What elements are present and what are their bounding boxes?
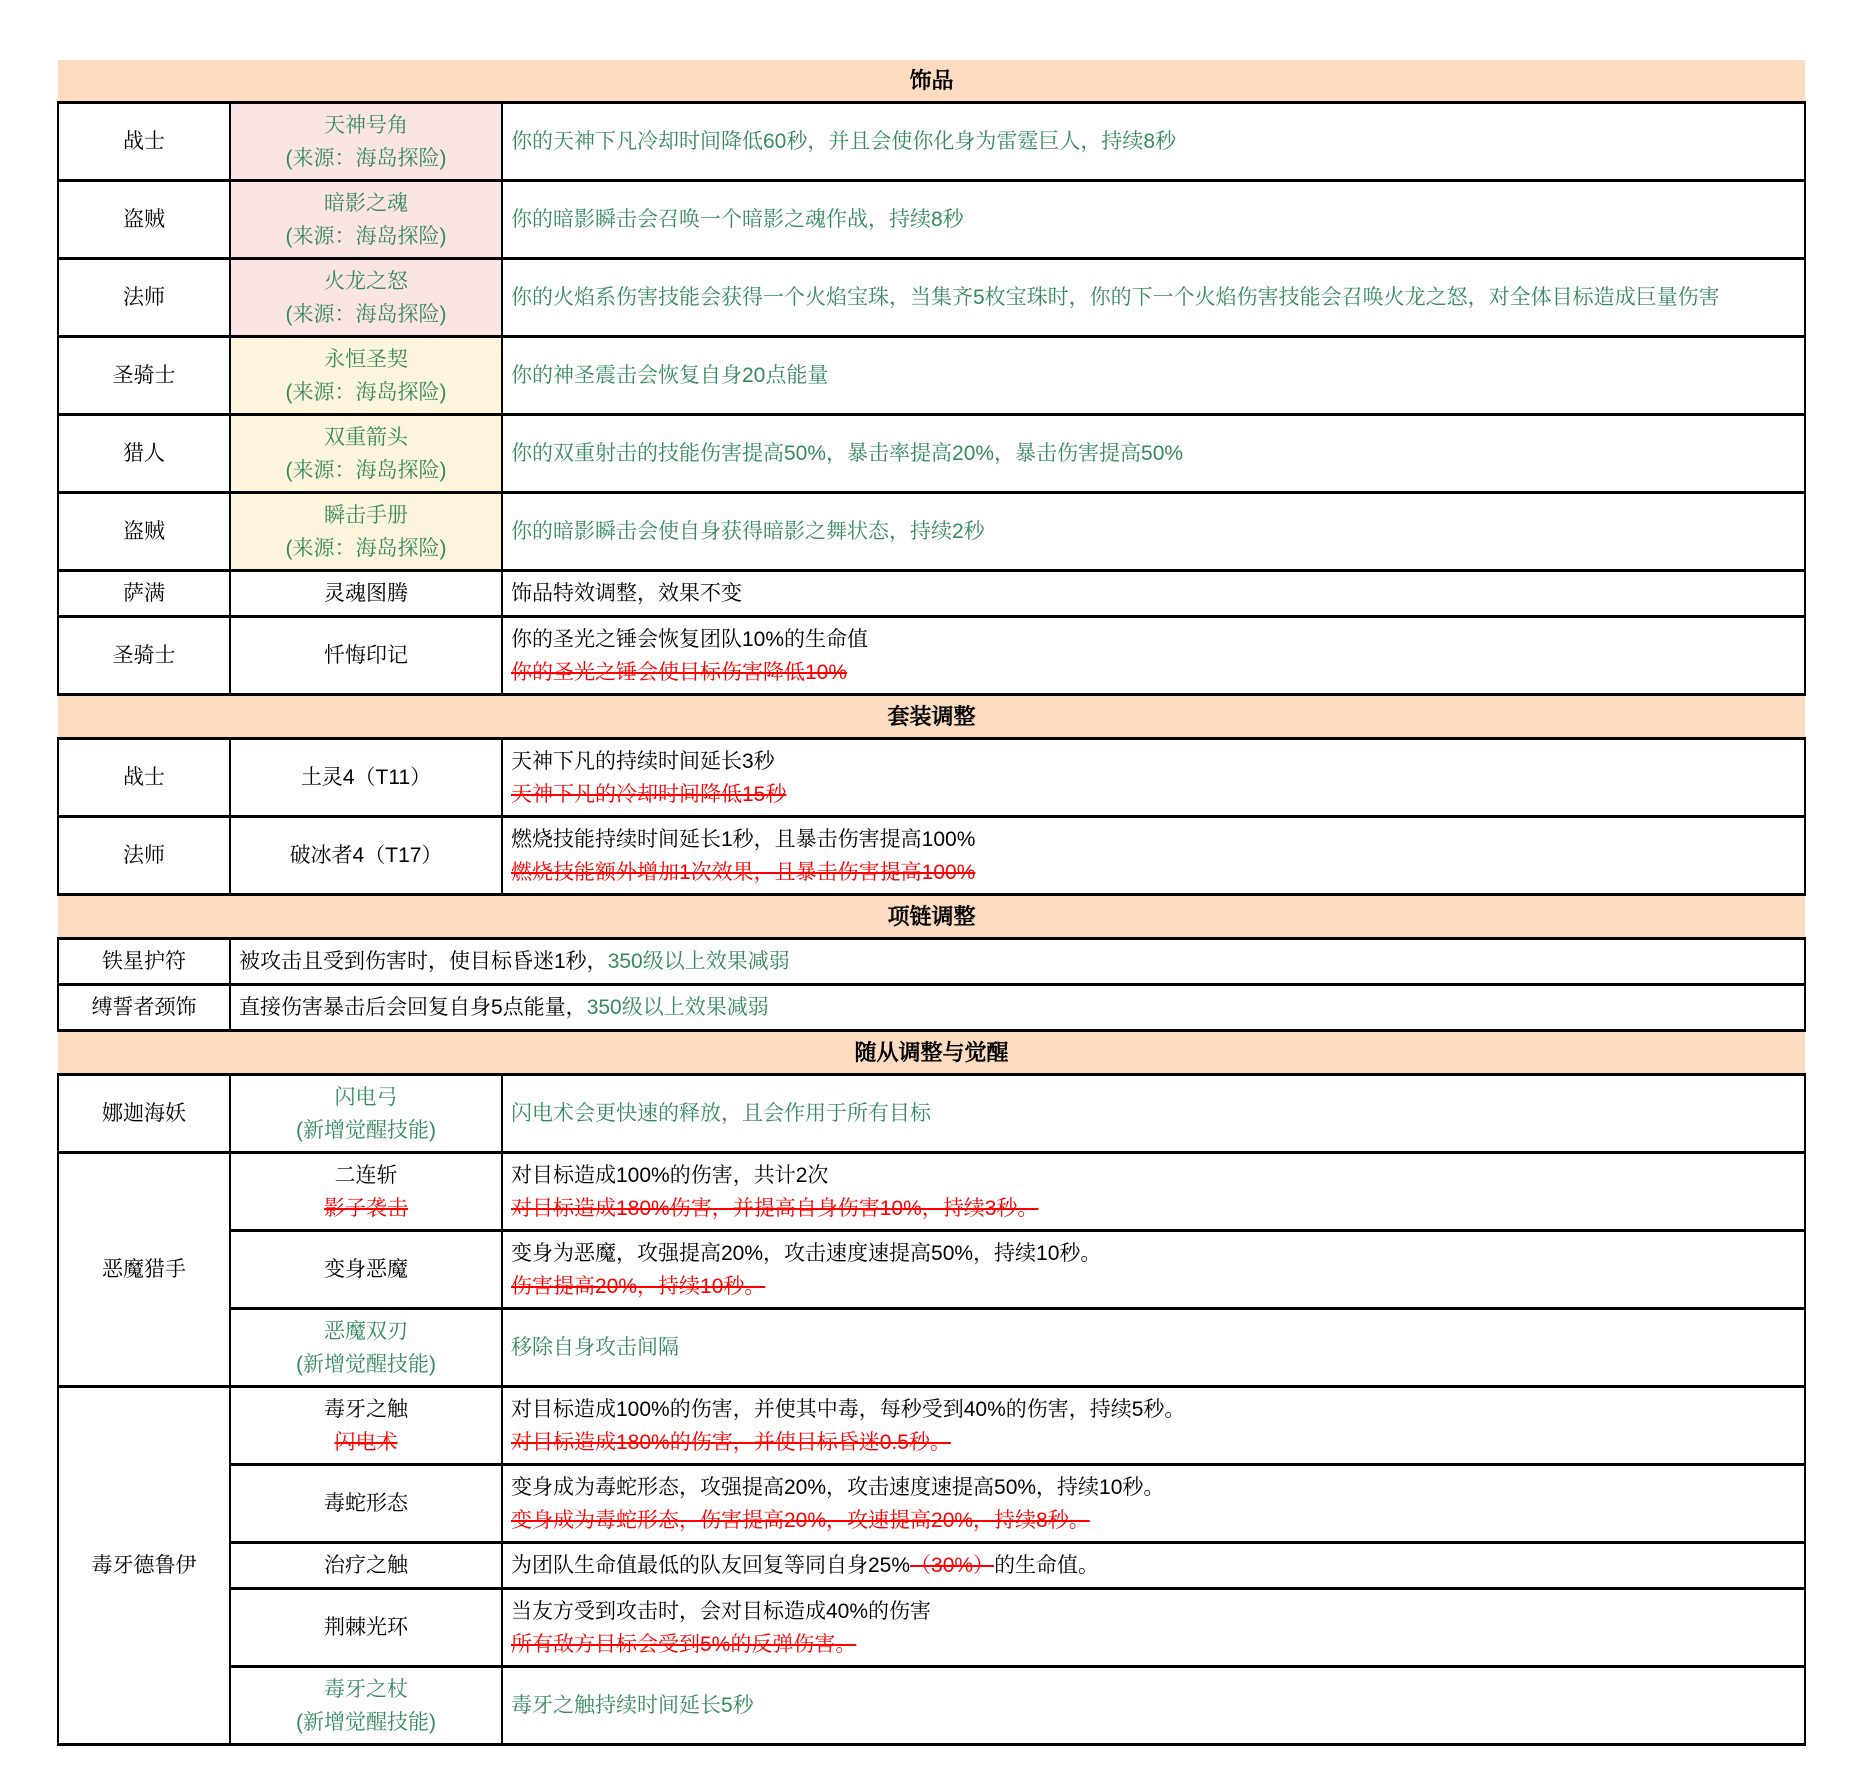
- text-line: [239, 1426, 493, 1459]
- patch-notes-table: [57, 60, 1806, 1746]
- text-line: [511, 1471, 1796, 1504]
- section-header: 套装调整: [58, 695, 1805, 739]
- effect-text: 对目标造成100%的伤害，并使其中毒，每秒受到40%的伤害，持续5秒。: [511, 1397, 1186, 1421]
- row-label-cell: 毒牙德鲁伊: [58, 1387, 230, 1745]
- new-effect-text: 瞬击手册: [324, 503, 408, 527]
- text-line: [239, 1192, 493, 1225]
- effect-text: 天神下凡的持续时间延长3秒: [511, 749, 775, 773]
- text-line: [239, 109, 493, 142]
- new-effect-text: (新增觉醒技能): [296, 1710, 436, 1734]
- description-cell: [502, 337, 1805, 415]
- row-label-cell: 盗贼: [58, 493, 230, 571]
- text-line: [511, 281, 1796, 314]
- new-effect-text: 350级以上效果减弱: [607, 950, 790, 973]
- description-cell: [502, 1075, 1805, 1153]
- new-effect-text: 闪电弓: [334, 1085, 398, 1109]
- text-line: [511, 203, 1796, 236]
- text-line: [239, 187, 493, 220]
- new-effect-text: 天神号角: [324, 113, 408, 137]
- effect-text: 毒蛇形态: [324, 1492, 408, 1515]
- text-line: [511, 745, 1796, 778]
- new-effect-text: 你的双重射击的技能伤害提高50%，暴击率提高20%，暴击伤害提高50%: [511, 442, 1184, 465]
- text-line: [511, 1159, 1796, 1192]
- text-line: [511, 1595, 1796, 1628]
- effect-text: 毒牙之触: [324, 1397, 408, 1421]
- removed-text: 对目标造成180%的伤害，并使目标昏迷0.5秒。: [511, 1430, 951, 1454]
- text-line: [239, 532, 493, 565]
- new-effect-text: 毒牙之触持续时间延长5秒: [511, 1694, 754, 1717]
- effect-text: 荆棘光环: [324, 1616, 408, 1639]
- new-effect-text: 你的火焰系伤害技能会获得一个火焰宝珠，当集齐5枚宝珠时，你的下一个火焰伤害技能会召唤火龙之怒，对全体目标造成巨量伤害: [511, 286, 1720, 309]
- table-row: [58, 1543, 1805, 1589]
- text-line: [239, 839, 493, 872]
- item-name-cell: [230, 1075, 502, 1153]
- item-name-cell: [230, 493, 502, 571]
- text-line: [511, 1426, 1796, 1459]
- removed-text: （30%）: [910, 1554, 995, 1577]
- effect-text: 变身成为毒蛇形态，攻强提高20%，攻击速度速提高50%，持续10秒。: [511, 1475, 1165, 1499]
- new-effect-text: 闪电术会更快速的释放，且会作用于所有目标: [511, 1102, 931, 1125]
- effect-text: 饰品特效调整，效果不变: [511, 582, 742, 605]
- new-effect-text: 双重箭头: [324, 425, 408, 449]
- new-effect-text: (来源：海岛探险): [285, 536, 447, 560]
- text-line: [239, 991, 1796, 1024]
- removed-text: 所有敌方目标会受到5%的反弹伤害。: [511, 1632, 857, 1656]
- removed-text: 伤害提高20%，持续10秒。: [511, 1274, 766, 1298]
- item-name-cell: [230, 817, 502, 895]
- description-cell: [502, 415, 1805, 493]
- section-header: 随从调整与觉醒: [58, 1031, 1805, 1075]
- text-line: [239, 577, 493, 610]
- text-line: [239, 1348, 493, 1381]
- item-name-cell: [230, 103, 502, 181]
- text-line: [511, 1393, 1796, 1426]
- row-label-cell: 盗贼: [58, 181, 230, 259]
- table-row: [58, 103, 1805, 181]
- new-effect-text: (来源：海岛探险): [285, 458, 447, 482]
- text-line: [511, 1097, 1796, 1130]
- effect-text: 破冰者4（T17）: [289, 844, 443, 867]
- new-effect-text: 移除自身攻击间隔: [511, 1336, 679, 1359]
- table-row: [58, 985, 1805, 1031]
- row-label-cell: 恶魔猎手: [58, 1153, 230, 1387]
- table-row: [58, 337, 1805, 415]
- text-line: [239, 1315, 493, 1348]
- text-line: [511, 1504, 1796, 1537]
- item-name-cell: [230, 1231, 502, 1309]
- text-line: [511, 778, 1796, 811]
- removed-text: 对目标造成180%伤害，并提高自身伤害10%，持续3秒。: [511, 1196, 1039, 1220]
- description-cell: [502, 1231, 1805, 1309]
- new-effect-text: 你的天神下凡冷却时间降低60秒，并且会使你化身为雷霆巨人，持续8秒: [511, 130, 1177, 153]
- description-cell: [502, 493, 1805, 571]
- effect-text: 当友方受到攻击时，会对目标造成40%的伤害: [511, 1599, 932, 1623]
- patch-table-body: [58, 60, 1805, 1745]
- row-label-cell: 娜迦海妖: [58, 1075, 230, 1153]
- item-name-cell: [230, 1153, 502, 1231]
- item-name-cell: [230, 1387, 502, 1465]
- item-name-cell: [230, 337, 502, 415]
- text-line: [239, 298, 493, 331]
- text-line: [511, 856, 1796, 889]
- new-effect-text: 你的暗影瞬击会召唤一个暗影之魂作战，持续8秒: [511, 208, 964, 231]
- effect-text: 忏悔印记: [324, 644, 408, 667]
- text-line: [239, 1549, 493, 1582]
- table-row: [58, 1075, 1805, 1153]
- row-label-cell: 萨满: [58, 571, 230, 617]
- section-row: [58, 695, 1805, 739]
- row-label-cell: 战士: [58, 739, 230, 817]
- text-line: [239, 142, 493, 175]
- item-name-cell: [230, 1667, 502, 1745]
- effect-text: 你的圣光之锤会恢复团队10%的生命值: [511, 627, 869, 651]
- row-label-cell: 圣骑士: [58, 617, 230, 695]
- table-row: [58, 1387, 1805, 1465]
- section-header: 项链调整: [58, 895, 1805, 939]
- new-effect-text: 你的暗影瞬击会使自身获得暗影之舞状态，持续2秒: [511, 520, 985, 543]
- effect-text: 治疗之触: [324, 1554, 408, 1577]
- text-line: [511, 1192, 1796, 1225]
- new-effect-text: 火龙之怒: [324, 269, 408, 293]
- text-line: [511, 1331, 1796, 1364]
- table-row: [58, 1465, 1805, 1543]
- text-line: [239, 343, 493, 376]
- new-effect-text: (新增觉醒技能): [296, 1352, 436, 1376]
- table-row: [58, 739, 1805, 817]
- row-label-cell: 法师: [58, 259, 230, 337]
- new-effect-text: (来源：海岛探险): [285, 302, 447, 326]
- effect-text: 直接伤害暴击后会回复自身5点能量，: [239, 996, 587, 1019]
- text-line: [511, 1628, 1796, 1661]
- text-line: [239, 1673, 493, 1706]
- table-row: [58, 1153, 1805, 1231]
- item-name-cell: [230, 181, 502, 259]
- item-name-cell: [230, 617, 502, 695]
- new-effect-text: (来源：海岛探险): [285, 146, 447, 170]
- item-name-cell: [230, 1543, 502, 1589]
- description-cell: [502, 1153, 1805, 1231]
- new-effect-text: (来源：海岛探险): [285, 380, 447, 404]
- text-line: [511, 1689, 1796, 1722]
- table-row: [58, 1667, 1805, 1745]
- table-row: [58, 817, 1805, 895]
- effect-text: 土灵4（T11）: [300, 766, 432, 789]
- new-effect-text: 恶魔双刃: [324, 1319, 408, 1343]
- table-row: [58, 259, 1805, 337]
- description-cell: [502, 617, 1805, 695]
- new-effect-text: 永恒圣契: [324, 347, 408, 371]
- text-line: [239, 220, 493, 253]
- text-line: [239, 945, 1796, 978]
- new-effect-text: 350级以上效果减弱: [586, 996, 769, 1019]
- item-name-cell: [230, 1465, 502, 1543]
- removed-text: 燃烧技能额外增加1次效果，且暴击伤害提高100%: [511, 860, 976, 884]
- row-label-cell: 缚誓者颈饰: [58, 985, 230, 1031]
- text-line: [511, 359, 1796, 392]
- description-cell: [502, 1667, 1805, 1745]
- description-cell: [502, 1543, 1805, 1589]
- new-effect-text: 毒牙之杖: [324, 1677, 408, 1701]
- text-line: [239, 376, 493, 409]
- row-label-cell: 战士: [58, 103, 230, 181]
- removed-text: 影子袭击: [324, 1196, 408, 1220]
- text-line: [511, 623, 1796, 656]
- table-row: [58, 1309, 1805, 1387]
- text-line: [239, 1159, 493, 1192]
- description-cell: [502, 1387, 1805, 1465]
- row-label-cell: 圣骑士: [58, 337, 230, 415]
- text-line: [239, 421, 493, 454]
- text-line: [511, 1270, 1796, 1303]
- description-cell: [502, 817, 1805, 895]
- text-line: [239, 454, 493, 487]
- section-header: 饰品: [58, 60, 1805, 103]
- removed-text: 天神下凡的冷却时间降低15秒: [511, 782, 787, 806]
- effect-text: 变身恶魔: [324, 1258, 408, 1281]
- effect-text: 灵魂图腾: [324, 582, 408, 605]
- section-row: [58, 895, 1805, 939]
- table-row: [58, 415, 1805, 493]
- text-line: [511, 515, 1796, 548]
- new-effect-text: (新增觉醒技能): [296, 1118, 436, 1142]
- text-line: [511, 823, 1796, 856]
- section-row: [58, 1031, 1805, 1075]
- text-line: [239, 1487, 493, 1520]
- removed-text: 变身成为毒蛇形态，伤害提高20%，攻速提高20%，持续8秒。: [511, 1508, 1090, 1532]
- effect-text: 为团队生命值最低的队友回复等同自身25%: [511, 1554, 911, 1577]
- row-label-cell: 猎人: [58, 415, 230, 493]
- text-line: [511, 125, 1796, 158]
- description-cell: [230, 939, 1805, 985]
- effect-text: 被攻击且受到伤害时，使目标昏迷1秒，: [239, 950, 608, 973]
- description-cell: [502, 739, 1805, 817]
- text-line: [239, 1393, 493, 1426]
- text-line: [239, 639, 493, 672]
- new-effect-text: (来源：海岛探险): [285, 224, 447, 248]
- text-line: [239, 1114, 493, 1147]
- table-row: [58, 1231, 1805, 1309]
- row-label-cell: 铁星护符: [58, 939, 230, 985]
- text-line: [239, 761, 493, 794]
- item-name-cell: [230, 571, 502, 617]
- description-cell: [502, 259, 1805, 337]
- text-line: [239, 1706, 493, 1739]
- row-label-cell: 法师: [58, 817, 230, 895]
- description-cell: [502, 1309, 1805, 1387]
- description-cell: [502, 1589, 1805, 1667]
- text-line: [239, 1611, 493, 1644]
- description-cell: [502, 103, 1805, 181]
- item-name-cell: [230, 1309, 502, 1387]
- removed-text: 你的圣光之锤会使目标伤害降低10%: [511, 660, 848, 684]
- item-name-cell: [230, 415, 502, 493]
- text-line: [511, 437, 1796, 470]
- item-name-cell: [230, 1589, 502, 1667]
- effect-text: 二连斩: [334, 1163, 398, 1187]
- description-cell: [502, 181, 1805, 259]
- effect-text: 燃烧技能持续时间延长1秒，且暴击伤害提高100%: [511, 827, 976, 851]
- effect-text: 变身为恶魔，攻强提高20%，攻击速度速提高50%，持续10秒。: [511, 1241, 1102, 1265]
- description-cell: [502, 1465, 1805, 1543]
- table-row: [58, 493, 1805, 571]
- text-line: [239, 1081, 493, 1114]
- new-effect-text: 暗影之魂: [324, 191, 408, 215]
- text-line: [239, 1253, 493, 1286]
- table-row: [58, 181, 1805, 259]
- table-row: [58, 571, 1805, 617]
- text-line: [511, 1549, 1796, 1582]
- description-cell: [502, 571, 1805, 617]
- item-name-cell: [230, 259, 502, 337]
- text-line: [239, 499, 493, 532]
- text-line: [511, 577, 1796, 610]
- description-cell: [230, 985, 1805, 1031]
- text-line: [511, 656, 1796, 689]
- table-row: [58, 1589, 1805, 1667]
- patch-notes-document: [57, 60, 1806, 1746]
- section-row: [58, 60, 1805, 103]
- text-line: [511, 1237, 1796, 1270]
- table-row: [58, 939, 1805, 985]
- item-name-cell: [230, 739, 502, 817]
- table-row: [58, 617, 1805, 695]
- effect-text: 对目标造成100%的伤害，共计2次: [511, 1163, 829, 1187]
- text-line: [239, 265, 493, 298]
- new-effect-text: 你的神圣震击会恢复自身20点能量: [511, 364, 829, 387]
- effect-text: 的生命值。: [994, 1554, 1100, 1577]
- removed-text: 闪电术: [334, 1430, 398, 1454]
